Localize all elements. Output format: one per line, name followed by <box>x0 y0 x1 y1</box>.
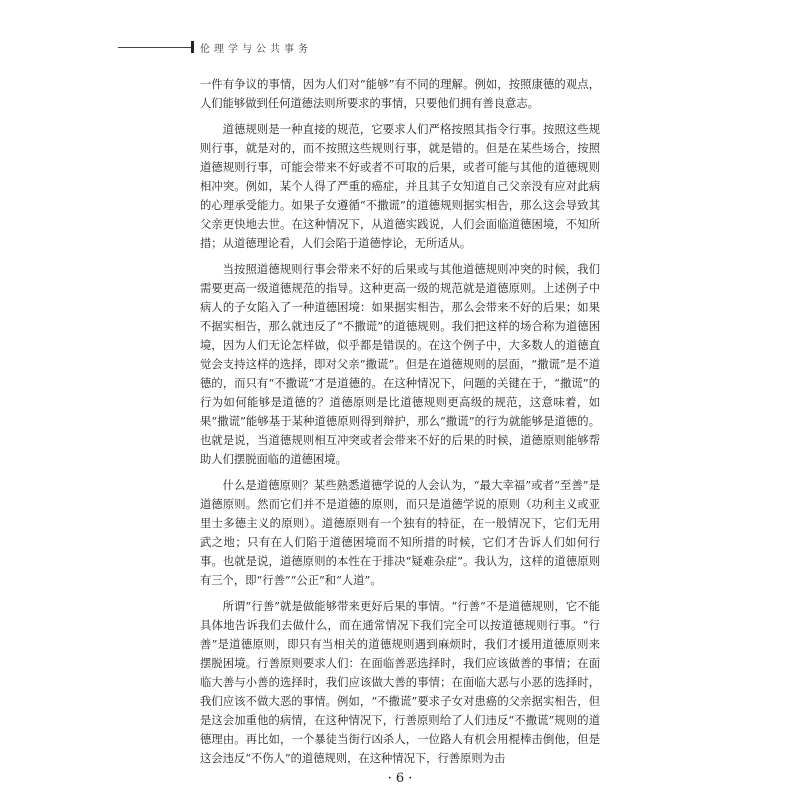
header-marker-bar <box>191 41 194 53</box>
paragraph: 所谓“行善”就是做能够带来更好后果的事情。“行善”不是道德规则，它不能具体地告诉我们去做什么，而在通常情况下我们完全可以按道德规则行事。“行善”是道德原则，即只有当相关的道德规则遇到麻烦时，我们才援用道德原则来摆脱困境。行善原则要求人们：在面临善恶选择时，我们应该做善的事情；在面临大善与小善的选择时，我们应该做大善的事情；在面临大恶与小恶的选择时，我们应该不做大恶的事情。例如，“不撒谎”要求子女对患癌的父亲据实相告，但是这会加重他的病情，在这种情况下，行善原则给了人们违反“不撒谎”规则的道德理由。再比如，一个暴徒当街行凶杀人，一位路人有机会用棍棒击倒他，但是这会违反“不伤人”的道德规则，在这种情况下，行善原则为击 <box>200 600 600 765</box>
header-rule <box>118 47 192 48</box>
body-text <box>200 75 600 775</box>
running-header-title: 伦理学与公共事务 <box>200 44 312 55</box>
page-number: · 6 · <box>387 771 413 786</box>
paragraph-continued: 一件有争议的事情，因为人们对“能够”有不同的理解。例如，按照康德的观点，人们能够做到任何道德法则所要求的事情，只要他们拥有善良意志。 <box>200 78 600 110</box>
paragraph: 道德规则是一种直接的规范，它要求人们严格按照其指令行事。按照这些规则行事，就是对的，而不按照这些规则行事，就是错的。但是在某些场合，按照道德规则行事，可能会带来不好或者不可取的后果，或者可能与其他的道德规则相冲突。例如，某个人得了严重的癌症，并且其子女知道自己父亲没有应对此病的心理承受能力。如果子女遵循“不撒谎”的道德规则据实相告，那么这会导致其父亲更快地去世。在这种情况下，从道德实践说，人们会面临道德困境，不知所措；从道德理论看，人们会陷于道德悖论，无所适从。 <box>200 123 600 250</box>
paragraph: 什么是道德原则？某些熟悉道德学说的人会认为，“最大幸福”或者“至善”是道德原则。然而它们并不是道德的原则，而只是道德学说的原则（功利主义或亚里士多德主义的原则）。道德原则有一个独有的特征，在一般情况下，它们无用武之地；只有在人们陷于道德困境而不知所措的时候，它们才告诉人们如何行事。也就是说，道德原则的本性在于排决“疑难杂症”。我认为，这样的道德原则有三个，即“行善”“公正”和“人道”。 <box>200 479 600 587</box>
paragraph: 当按照道德规则行事会带来不好的后果或与其他道德规则冲突的时候，我们需要更高一级道德规范的指导。这种更高一级的规范就是道德原则。上述例子中病人的子女陷入了一种道德困境：如果据实相告，那么会带来不好的后果；如果不据实相告，那么就违反了“不撒谎”的道德规则。我们把这样的场合称为道德困境，因为人们无论怎样做，似乎都是错误的。在这个例子中，大多数人的道德直觉会支持这样的选择，即对父亲“撒谎”。但是在道德规则的层面，“撒谎”是不道德的，而只有“不撒谎”才是道德的。在这种情况下，问题的关键在于，“撒谎”的行为如何能够是道德的？道德原则是比道德规则更高级的规范，这意味着，如果“撒谎”能够基于某种道德原则得到辩护，那么“撒谎”的行为就能够是道德的。也就是说，当道德规则相互冲突或者会带来不好的后果的时候，道德原则能够帮助人们摆脱面临的道德困境。 <box>200 263 600 466</box>
